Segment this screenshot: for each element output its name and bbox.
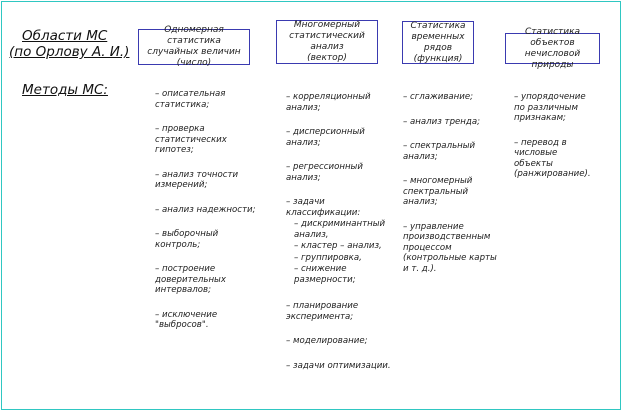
methods-column-time-series: [403, 92, 498, 288]
method-item: – сглаживание;: [403, 92, 474, 102]
method-item: – регрессионный анализ;: [286, 162, 363, 183]
method-item: – выборочный контроль;: [155, 229, 219, 250]
methods-column-univariate: [155, 89, 270, 345]
method-item: – анализ тренда;: [403, 116, 481, 127]
method-item: – описательная статистика;: [155, 89, 226, 110]
area-box-text: Статистика объектов нечисловой природы: [524, 26, 581, 70]
method-item-classification: – задачи классификации:: [286, 197, 361, 218]
method-subitem: – дискриминантный анализ,: [294, 219, 386, 240]
methods-label: Методы МС:: [22, 82, 108, 98]
area-box-text: Статистика временных рядов (функция): [410, 20, 466, 64]
methods-column-multivariate: [286, 92, 396, 385]
method-subitem: – группировка,: [294, 252, 362, 263]
area-box-time-series: [402, 21, 474, 64]
area-box-text: Многомерный статистический анализ (вектор): [289, 20, 365, 63]
method-item: – корреляционный анализ;: [286, 92, 371, 113]
methods-column-nonnumeric: [514, 92, 604, 194]
method-item: – перевод в числовые объекты (ранжирование).: [514, 137, 591, 179]
method-item: – спектральный анализ;: [403, 141, 476, 162]
area-box-text: Одномерная статистика случайных величин (число): [147, 25, 241, 68]
method-item: – проверка статистических гипотез;: [155, 124, 227, 155]
area-box-nonnumeric: [505, 26, 600, 70]
areas-label: Области МС: [22, 28, 108, 44]
areas-author-label: (по Орлову А. И.): [9, 44, 130, 60]
method-item: – управление производственным процессом (контрольные карты и т. д.).: [403, 221, 497, 274]
method-item: – задачи оптимизации.: [286, 360, 391, 371]
method-item: – исключение "выбросов".: [155, 309, 218, 330]
method-item: – многомерный спектральный анализ;: [403, 176, 473, 207]
method-item: – анализ точности измерений;: [155, 169, 239, 190]
area-box-univariate: [138, 25, 250, 68]
method-item: – планирование эксперимента;: [286, 301, 359, 322]
method-subitem: – кластер – анализ,: [294, 241, 382, 251]
method-item: – построение доверительных интервалов;: [155, 264, 226, 295]
method-subitem: – снижение размерности;: [294, 264, 356, 285]
area-box-multivariate: [276, 20, 378, 64]
method-item: – анализ надежности;: [155, 204, 256, 215]
method-item: – моделирование;: [286, 336, 368, 346]
method-item: – дисперсионный анализ;: [286, 127, 365, 148]
method-item: – упорядочение по различным признакам;: [514, 92, 586, 123]
